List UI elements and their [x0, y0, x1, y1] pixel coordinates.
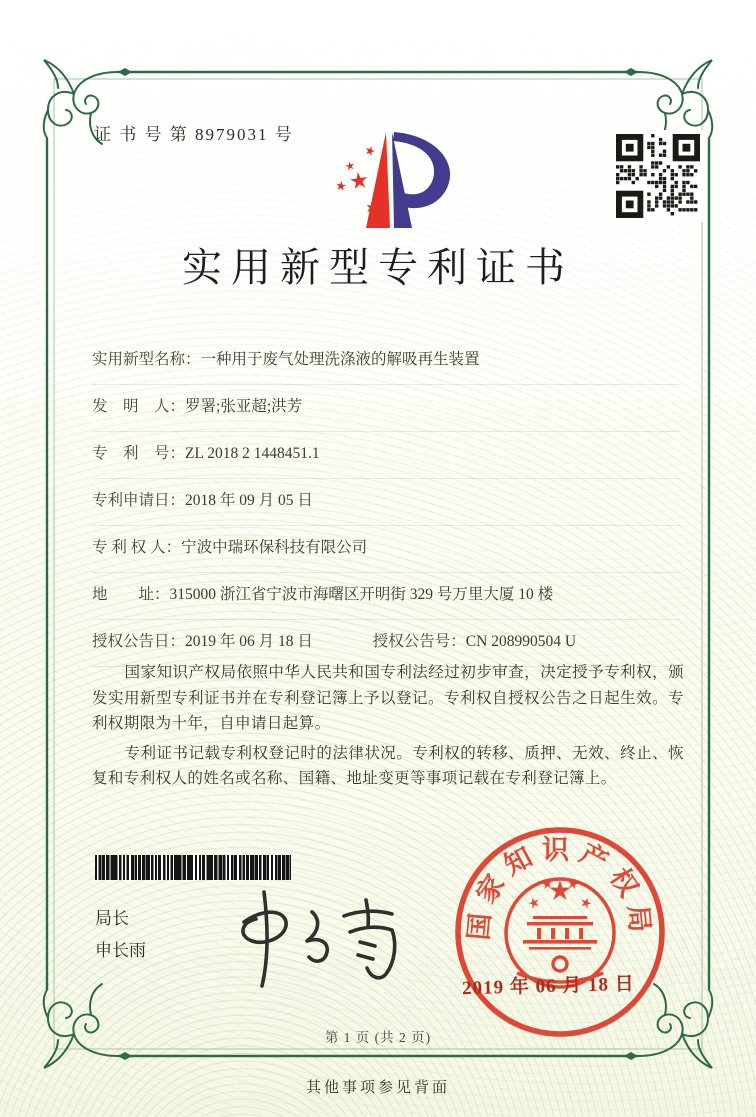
field-value: 315000 浙江省宁波市海曙区开明街 329 号万里大厦 10 楼 [169, 586, 554, 603]
field-row-patent-number [92, 432, 680, 479]
commissioner-name: 申长雨 [95, 941, 146, 960]
certificate-title: 实用新型专利证书 [182, 245, 574, 290]
field-label: 实用新型名称： [92, 351, 201, 368]
grant-no-value: CN 208990504 U [465, 633, 577, 650]
legal-paragraph-2: 专利证书记载专利权登记时的法律状况。专利权的转移、质押、无效、终止、恢复和专利权人的姓名或名称、国籍、地址变更等事项记载在专利登记簿上。 [92, 744, 684, 787]
page-number: 第 1 页 (共 2 页) [324, 1030, 432, 1045]
field-list [92, 338, 680, 667]
cnipa-logo-icon [328, 124, 478, 236]
field-label: 发 明 人： [92, 398, 186, 415]
official-seal-icon [449, 821, 671, 1043]
field-row-patentee [92, 526, 680, 573]
field-row-inventors [92, 385, 680, 432]
handwritten-signature-icon [208, 886, 403, 990]
field-label: 专 利 号： [92, 445, 186, 462]
field-label: 专 利 权 人： [92, 539, 182, 556]
field-value: 罗署;张亚超;洪芳 [185, 398, 303, 415]
legal-paragraph-1: 国家知识产权局依照中华人民共和国专利法经过初步审查，决定授予专利权，颁发实用新型专利证书并在专利登记簿上予以登记。专利权自授权公告之日起生效。专利权期限为十年，自申请日起算。 [92, 664, 684, 732]
field-value: 2018 年 09 月 05 日 [185, 492, 313, 509]
field-label: 专利申请日： [92, 492, 186, 509]
back-side-note: 其他事项参见背面 [305, 1080, 450, 1096]
grant-date-label: 授权公告日： [92, 633, 186, 650]
commissioner-title: 局长 [95, 909, 129, 928]
field-value: 宁波中瑞环保科技有限公司 [181, 539, 368, 556]
legal-text [92, 660, 684, 796]
field-value: 一种用于废气处理洗涤液的解吸再生装置 [200, 351, 480, 368]
commissioner-block [95, 903, 146, 967]
grant-date-value: 2019 年 06 月 18 日 [185, 633, 313, 650]
field-value: ZL 2018 2 1448451.1 [185, 445, 320, 462]
field-row-filing-date [92, 479, 680, 526]
seal-text: 国家知识产权局 [463, 834, 656, 942]
seal-date: 2019 年 06 月 18 日 [461, 973, 636, 1000]
field-row-patent-name [92, 338, 680, 385]
field-label: 地 址： [92, 586, 170, 603]
qr-code-icon [612, 130, 704, 222]
certificate-number: 证 书 号 第 8979031 号 [94, 125, 294, 144]
field-row-address [92, 573, 680, 620]
barcode-icon [95, 855, 291, 880]
grant-no-label: 授权公告号： [372, 633, 466, 650]
